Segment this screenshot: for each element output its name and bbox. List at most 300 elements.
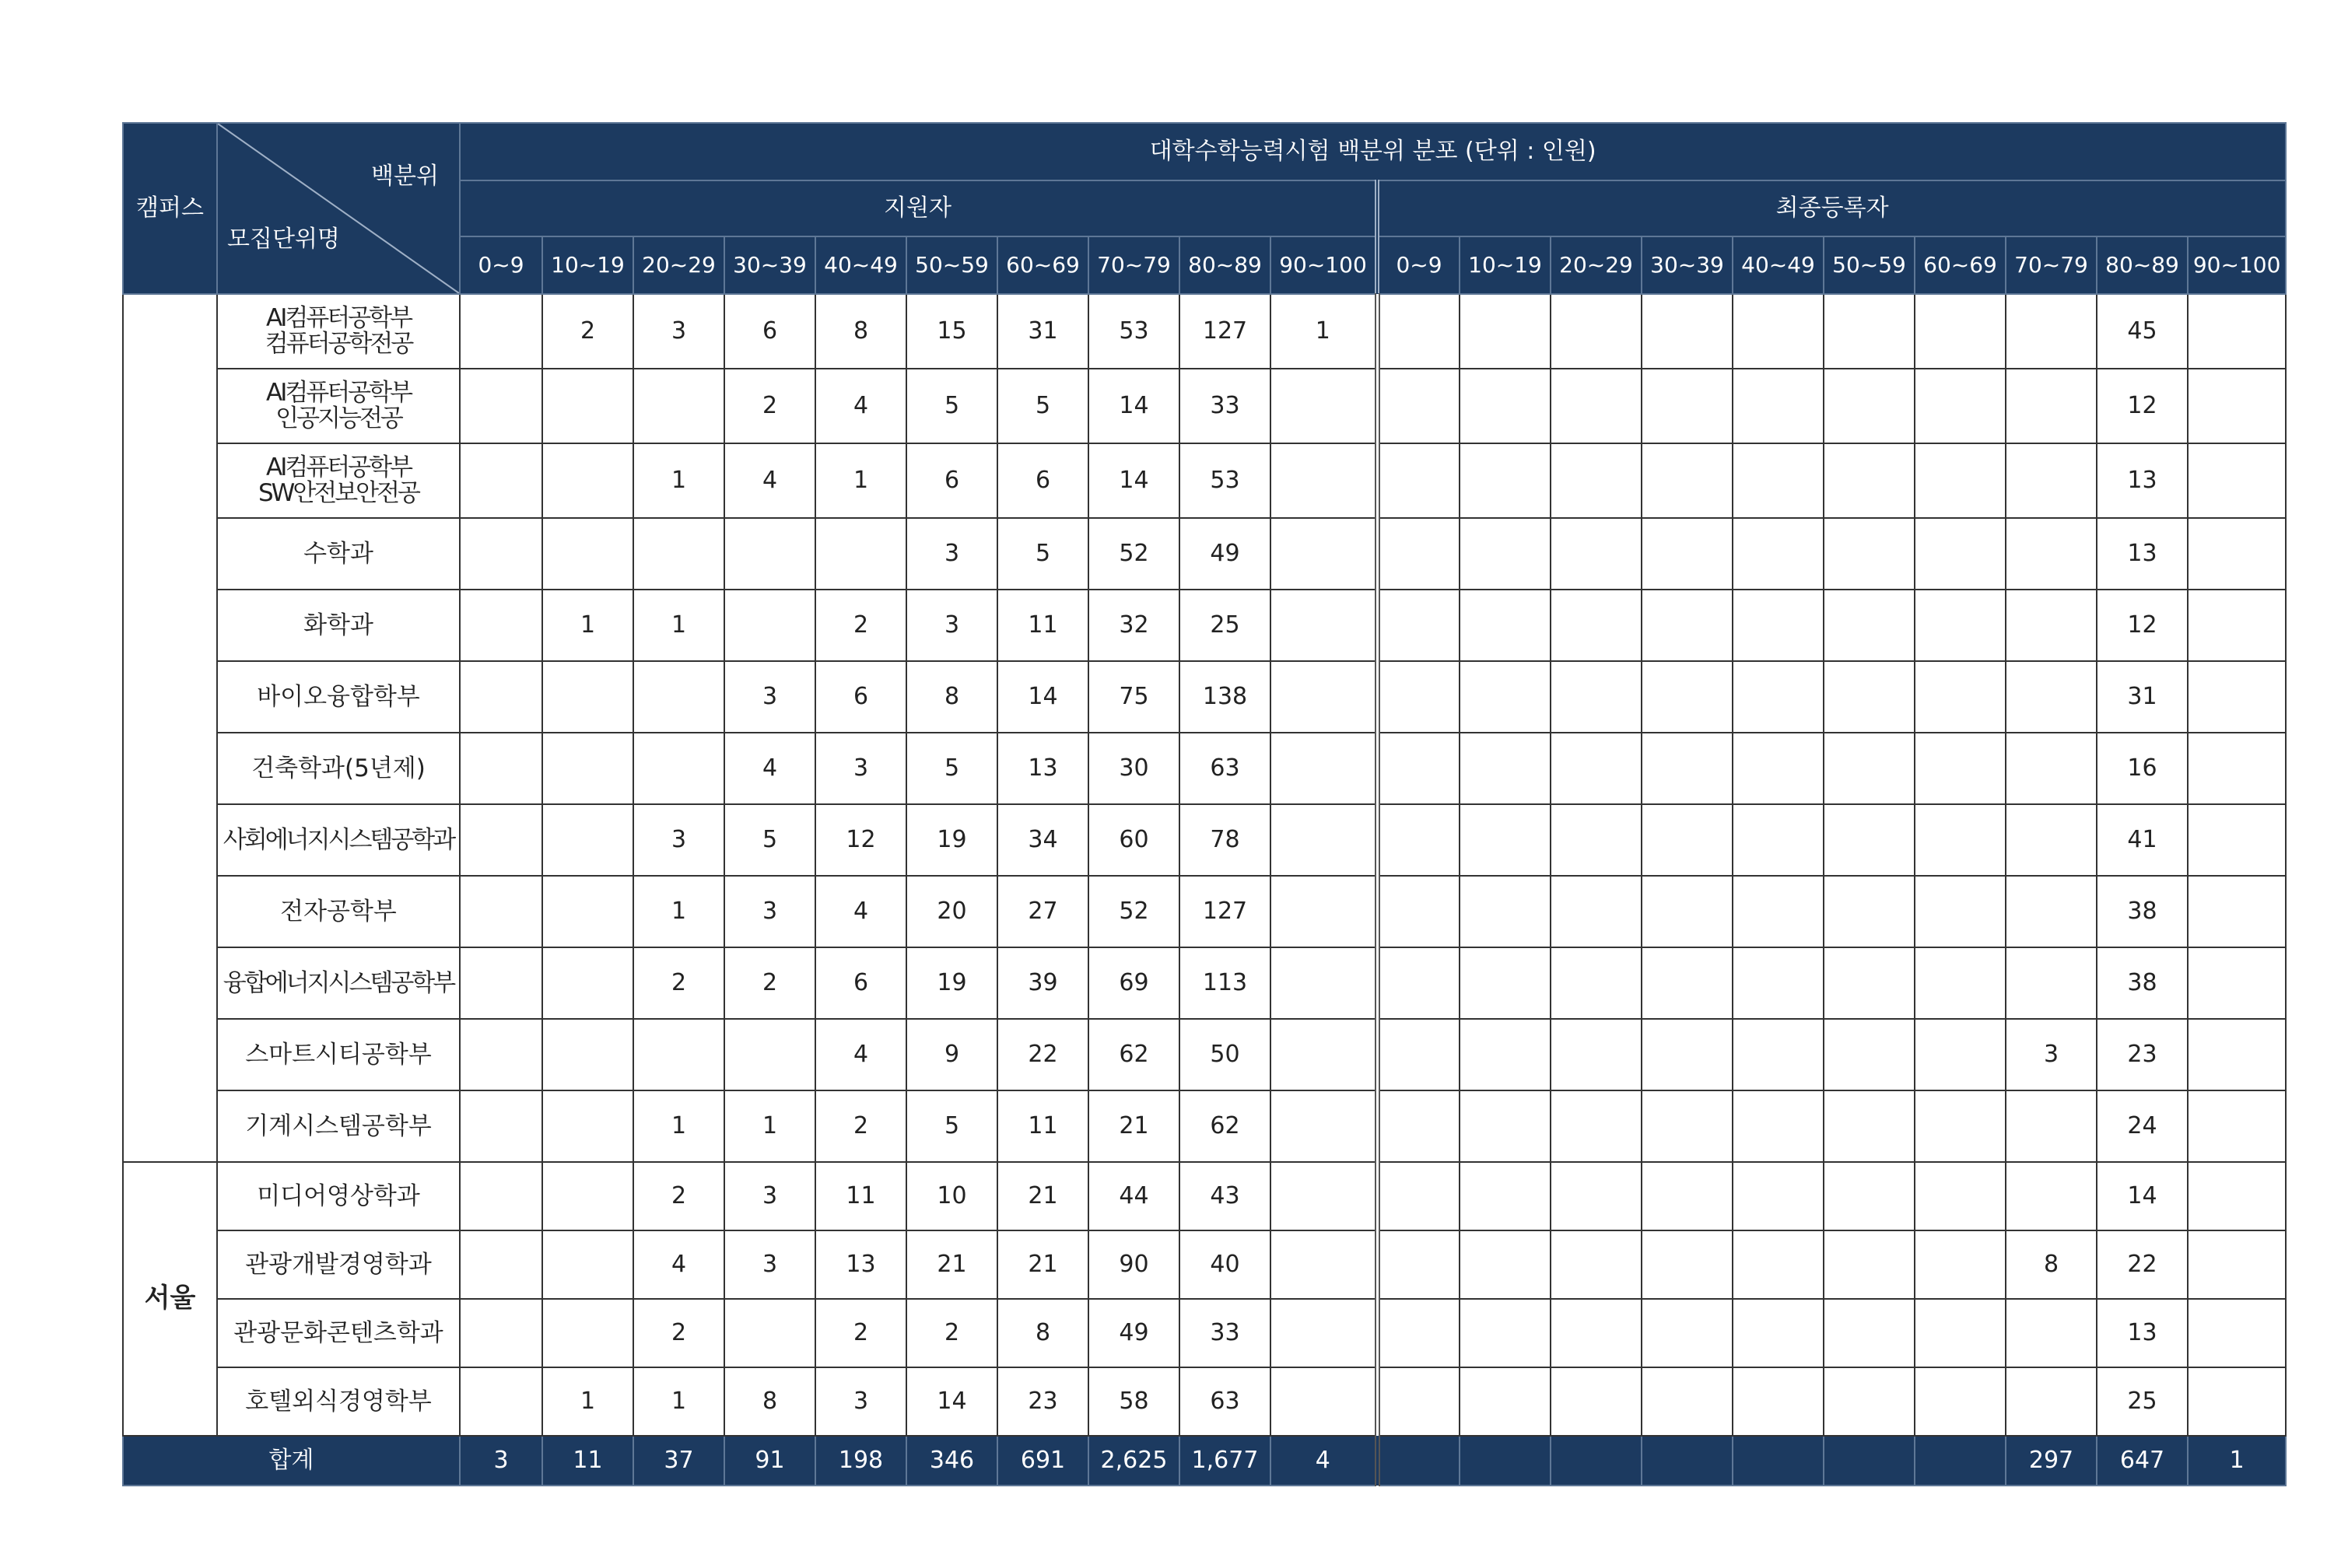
registered-count-cell: 45 <box>2097 294 2188 369</box>
registered-count-cell <box>1460 661 1551 733</box>
registered-count-cell <box>1915 1299 2006 1367</box>
applicants-count-cell: 6 <box>815 947 906 1019</box>
table-row <box>123 1230 2286 1299</box>
total-registered-cell: 1 <box>2188 1436 2286 1486</box>
registered-count-cell <box>1551 294 1642 369</box>
applicants-count-cell <box>724 1299 815 1367</box>
total-applicants-cell: 3 <box>460 1436 542 1486</box>
registered-count-cell <box>1551 1230 1642 1299</box>
applicants-count-cell <box>542 369 633 443</box>
registered-count-cell <box>2006 294 2097 369</box>
registered-count-cell <box>1824 661 1915 733</box>
registered-range-header: 90~100 <box>2188 236 2286 294</box>
registered-count-cell <box>2188 733 2286 804</box>
registered-count-cell <box>1377 947 1460 1019</box>
applicants-range-header: 70~79 <box>1088 236 1179 294</box>
table-row <box>123 661 2286 733</box>
applicants-count-cell: 75 <box>1088 661 1179 733</box>
applicants-count-cell <box>460 804 542 876</box>
applicants-count-cell: 2 <box>542 294 633 369</box>
applicants-count-cell: 63 <box>1179 1367 1270 1436</box>
applicants-count-cell <box>724 590 815 661</box>
registered-count-cell <box>1460 294 1551 369</box>
applicants-count-cell <box>815 518 906 590</box>
applicants-count-cell: 14 <box>1088 443 1179 518</box>
registered-range-header: 60~69 <box>1915 236 2006 294</box>
total-registered-cell: 647 <box>2097 1436 2188 1486</box>
applicants-count-cell: 3 <box>633 804 724 876</box>
dept-name-cell: AI컴퓨터공학부 컴퓨터공학전공 <box>217 294 460 369</box>
registered-count-cell <box>1460 1367 1551 1436</box>
registered-count-cell <box>2188 804 2286 876</box>
registered-count-cell: 24 <box>2097 1090 2188 1162</box>
registered-count-cell <box>2006 518 2097 590</box>
registered-count-cell <box>2188 947 2286 1019</box>
registered-count-cell <box>1460 1299 1551 1367</box>
registered-count-cell <box>1551 443 1642 518</box>
total-applicants-cell: 346 <box>906 1436 997 1486</box>
registered-count-cell <box>1460 1230 1551 1299</box>
applicants-count-cell: 1 <box>633 1367 724 1436</box>
registered-count-cell: 3 <box>2006 1019 2097 1090</box>
applicants-count-cell <box>460 294 542 369</box>
registered-count-cell <box>1377 369 1460 443</box>
registered-count-cell <box>1642 804 1733 876</box>
applicants-count-cell: 3 <box>906 518 997 590</box>
registered-count-cell: 12 <box>2097 590 2188 661</box>
dept-name-cell: 관광개발경영학과 <box>217 1230 460 1299</box>
applicants-count-cell <box>1270 1019 1377 1090</box>
applicants-count-cell <box>1270 804 1377 876</box>
applicants-count-cell: 12 <box>815 804 906 876</box>
registered-count-cell <box>1377 1367 1460 1436</box>
applicants-count-cell: 4 <box>815 369 906 443</box>
applicants-count-cell: 27 <box>997 876 1088 947</box>
registered-count-cell: 13 <box>2097 443 2188 518</box>
applicants-count-cell <box>633 1019 724 1090</box>
registered-count-cell <box>2188 294 2286 369</box>
registered-count-cell <box>2188 1019 2286 1090</box>
registered-count-cell <box>1377 1230 1460 1299</box>
registered-count-cell <box>1824 876 1915 947</box>
applicants-count-cell: 21 <box>997 1162 1088 1230</box>
applicants-count-cell: 14 <box>997 661 1088 733</box>
registered-count-cell <box>1551 733 1642 804</box>
registered-count-cell <box>1642 1230 1733 1299</box>
total-applicants-cell: 11 <box>542 1436 633 1486</box>
registered-count-cell <box>1915 1090 2006 1162</box>
applicants-count-cell <box>460 590 542 661</box>
registered-count-cell <box>1824 804 1915 876</box>
registered-count-cell <box>1733 1162 1824 1230</box>
applicants-count-cell: 9 <box>906 1019 997 1090</box>
registered-count-cell <box>1733 733 1824 804</box>
registered-count-cell <box>1460 947 1551 1019</box>
applicants-count-cell: 6 <box>997 443 1088 518</box>
dept-name-cell: 관광문화콘텐츠학과 <box>217 1299 460 1367</box>
registered-count-cell <box>2006 1299 2097 1367</box>
applicants-count-cell <box>460 733 542 804</box>
dept-name-cell: 스마트시티공학부 <box>217 1019 460 1090</box>
registered-range-header: 10~19 <box>1460 236 1551 294</box>
registered-count-cell <box>1824 1090 1915 1162</box>
registered-count-cell <box>2188 876 2286 947</box>
applicants-count-cell: 11 <box>815 1162 906 1230</box>
dept-name-cell: 사회에너지시스템공학과 <box>217 804 460 876</box>
registered-count-cell <box>2188 1367 2286 1436</box>
total-registered-cell <box>1551 1436 1642 1486</box>
applicants-count-cell: 2 <box>633 1299 724 1367</box>
applicants-count-cell <box>460 518 542 590</box>
applicants-count-cell: 15 <box>906 294 997 369</box>
registered-count-cell <box>1551 369 1642 443</box>
applicants-count-cell <box>460 876 542 947</box>
dept-name-cell: 호텔외식경영학부 <box>217 1367 460 1436</box>
applicants-count-cell: 5 <box>997 518 1088 590</box>
registered-count-cell <box>2188 1090 2286 1162</box>
applicants-count-cell: 4 <box>633 1230 724 1299</box>
applicants-count-cell <box>724 1019 815 1090</box>
applicants-count-cell: 4 <box>724 443 815 518</box>
applicants-count-cell: 34 <box>997 804 1088 876</box>
registered-count-cell: 38 <box>2097 876 2188 947</box>
registered-count-cell: 8 <box>2006 1230 2097 1299</box>
registered-count-cell <box>1733 804 1824 876</box>
registered-count-cell: 12 <box>2097 369 2188 443</box>
table-row <box>123 369 2286 443</box>
registered-range-header: 0~9 <box>1377 236 1460 294</box>
registered-count-cell <box>2006 369 2097 443</box>
applicants-range-header: 20~29 <box>633 236 724 294</box>
applicants-count-cell <box>460 1367 542 1436</box>
applicants-count-cell <box>542 1019 633 1090</box>
registered-count-cell <box>2188 590 2286 661</box>
registered-count-cell <box>1377 804 1460 876</box>
registered-range-header: 20~29 <box>1551 236 1642 294</box>
total-registered-cell <box>1460 1436 1551 1486</box>
applicants-count-cell <box>542 1299 633 1367</box>
applicants-count-cell: 78 <box>1179 804 1270 876</box>
registered-count-cell <box>1377 443 1460 518</box>
registered-count-cell <box>1377 1019 1460 1090</box>
registered-count-cell <box>1733 443 1824 518</box>
applicants-count-cell: 31 <box>997 294 1088 369</box>
applicants-count-cell: 3 <box>724 1230 815 1299</box>
registered-count-cell <box>1915 804 2006 876</box>
registered-range-header: 70~79 <box>2006 236 2097 294</box>
applicants-count-cell: 3 <box>724 1162 815 1230</box>
table-row <box>123 1162 2286 1230</box>
table-row <box>123 518 2286 590</box>
applicants-count-cell: 33 <box>1179 369 1270 443</box>
applicants-range-header: 30~39 <box>724 236 815 294</box>
table-row <box>123 590 2286 661</box>
applicants-count-cell: 5 <box>906 369 997 443</box>
applicants-range-header: 50~59 <box>906 236 997 294</box>
applicants-count-cell: 62 <box>1088 1019 1179 1090</box>
table-row <box>123 804 2286 876</box>
applicants-count-cell: 2 <box>815 1299 906 1367</box>
registered-count-cell <box>1642 661 1733 733</box>
registered-count-cell <box>1551 1299 1642 1367</box>
applicants-count-cell: 30 <box>1088 733 1179 804</box>
registered-count-cell <box>2006 947 2097 1019</box>
registered-range-header: 30~39 <box>1642 236 1733 294</box>
total-registered-cell <box>1733 1436 1824 1486</box>
registered-count-cell <box>1824 1019 1915 1090</box>
applicants-count-cell <box>542 1090 633 1162</box>
registered-count-cell <box>1642 1162 1733 1230</box>
registered-count-cell <box>1824 947 1915 1019</box>
registered-count-cell: 31 <box>2097 661 2188 733</box>
applicants-count-cell: 6 <box>906 443 997 518</box>
applicants-count-cell <box>460 369 542 443</box>
registered-count-cell: 25 <box>2097 1367 2188 1436</box>
registered-count-cell <box>1733 1090 1824 1162</box>
total-registered-cell <box>1642 1436 1733 1486</box>
total-applicants-cell: 37 <box>633 1436 724 1486</box>
registered-count-cell: 41 <box>2097 804 2188 876</box>
applicants-count-cell <box>542 1230 633 1299</box>
applicants-count-cell: 1 <box>633 1090 724 1162</box>
registered-count-cell <box>1824 518 1915 590</box>
applicants-count-cell: 2 <box>633 947 724 1019</box>
total-row <box>123 1436 2286 1486</box>
table-row <box>123 294 2286 369</box>
applicants-count-cell: 25 <box>1179 590 1270 661</box>
table-row <box>123 1019 2286 1090</box>
applicants-range-header: 80~89 <box>1179 236 1270 294</box>
applicants-count-cell: 3 <box>724 661 815 733</box>
total-registered-cell <box>1824 1436 1915 1486</box>
registered-count-cell <box>2188 518 2286 590</box>
percentile-distribution-table <box>122 122 2287 1486</box>
registered-count-cell <box>1915 661 2006 733</box>
table-row <box>123 1090 2286 1162</box>
percentile-header-label: 백분위 <box>371 163 439 190</box>
registered-count-cell <box>1642 1019 1733 1090</box>
registered-count-cell <box>1824 733 1915 804</box>
applicants-count-cell <box>542 947 633 1019</box>
applicants-count-cell: 1 <box>633 443 724 518</box>
applicants-count-cell: 1 <box>633 590 724 661</box>
registered-count-cell <box>1642 733 1733 804</box>
applicants-count-cell: 90 <box>1088 1230 1179 1299</box>
registered-count-cell <box>1377 1162 1460 1230</box>
registered-count-cell <box>1377 876 1460 947</box>
registered-count-cell <box>1460 1019 1551 1090</box>
registered-count-cell <box>1915 294 2006 369</box>
dept-name-cell: 융합에너지시스템공학부 <box>217 947 460 1019</box>
applicants-count-cell: 21 <box>997 1230 1088 1299</box>
registered-count-cell <box>1733 369 1824 443</box>
applicants-count-cell <box>460 1230 542 1299</box>
total-applicants-cell: 691 <box>997 1436 1088 1486</box>
applicants-count-cell: 5 <box>997 369 1088 443</box>
dept-name-cell: 바이오융합학부 <box>217 661 460 733</box>
registered-count-cell <box>1460 733 1551 804</box>
registered-count-cell <box>1551 804 1642 876</box>
dept-name-cell: 미디어영상학과 <box>217 1162 460 1230</box>
applicants-count-cell: 21 <box>1088 1090 1179 1162</box>
applicants-count-cell <box>460 1299 542 1367</box>
registered-count-cell <box>1642 369 1733 443</box>
registered-count-cell <box>1733 1299 1824 1367</box>
applicants-count-cell: 127 <box>1179 876 1270 947</box>
applicants-count-cell: 1 <box>815 443 906 518</box>
registered-count-cell <box>1915 1230 2006 1299</box>
applicants-count-cell: 50 <box>1179 1019 1270 1090</box>
registered-count-cell <box>1551 876 1642 947</box>
applicants-count-cell: 8 <box>724 1367 815 1436</box>
applicants-count-cell: 4 <box>815 876 906 947</box>
registered-count-cell <box>2006 590 2097 661</box>
registered-count-cell <box>1551 590 1642 661</box>
registered-count-cell <box>1460 443 1551 518</box>
applicants-count-cell: 69 <box>1088 947 1179 1019</box>
dept-name-cell: AI컴퓨터공학부 SW안전보안전공 <box>217 443 460 518</box>
registered-count-cell <box>2006 1090 2097 1162</box>
applicants-count-cell: 6 <box>724 294 815 369</box>
registered-count-cell <box>1915 518 2006 590</box>
diagonal-divider <box>218 124 459 293</box>
applicants-count-cell <box>460 1162 542 1230</box>
registered-count-cell <box>2188 1299 2286 1367</box>
campus-header: 캠퍼스 <box>123 123 217 294</box>
dept-name-cell: 화학과 <box>217 590 460 661</box>
applicants-count-cell <box>1270 661 1377 733</box>
registered-count-cell <box>1551 1162 1642 1230</box>
applicants-count-cell: 21 <box>906 1230 997 1299</box>
applicants-count-cell: 2 <box>724 947 815 1019</box>
applicants-count-cell: 14 <box>906 1367 997 1436</box>
total-applicants-cell: 2,625 <box>1088 1436 1179 1486</box>
total-registered-cell <box>1915 1436 2006 1486</box>
applicants-count-cell <box>1270 1367 1377 1436</box>
applicants-count-cell <box>1270 876 1377 947</box>
table-row <box>123 876 2286 947</box>
registered-count-cell <box>2188 1230 2286 1299</box>
applicants-count-cell <box>1270 443 1377 518</box>
registered-count-cell <box>1460 876 1551 947</box>
applicants-count-cell: 4 <box>815 1019 906 1090</box>
registered-count-cell: 22 <box>2097 1230 2188 1299</box>
applicants-count-cell <box>542 733 633 804</box>
registered-count-cell <box>1915 1162 2006 1230</box>
applicants-count-cell: 63 <box>1179 733 1270 804</box>
applicants-count-cell <box>460 947 542 1019</box>
applicants-count-cell: 138 <box>1179 661 1270 733</box>
registered-count-cell <box>1642 947 1733 1019</box>
registered-count-cell <box>2006 661 2097 733</box>
registered-count-cell <box>1824 1230 1915 1299</box>
registered-count-cell <box>1551 661 1642 733</box>
applicants-count-cell: 2 <box>633 1162 724 1230</box>
applicants-header: 지원자 <box>460 180 1377 236</box>
total-applicants-cell: 4 <box>1270 1436 1377 1486</box>
registered-count-cell: 23 <box>2097 1019 2188 1090</box>
applicants-count-cell: 1 <box>633 876 724 947</box>
applicants-count-cell <box>542 661 633 733</box>
table-row <box>123 947 2286 1019</box>
registered-count-cell <box>1460 369 1551 443</box>
applicants-count-cell: 58 <box>1088 1367 1179 1436</box>
registered-count-cell <box>2006 733 2097 804</box>
applicants-count-cell: 127 <box>1179 294 1270 369</box>
applicants-count-cell: 40 <box>1179 1230 1270 1299</box>
applicants-count-cell: 3 <box>815 733 906 804</box>
applicants-range-header: 60~69 <box>997 236 1088 294</box>
registered-count-cell <box>2006 1367 2097 1436</box>
applicants-count-cell: 1 <box>542 590 633 661</box>
applicants-count-cell: 4 <box>724 733 815 804</box>
applicants-count-cell <box>633 661 724 733</box>
registered-count-cell <box>1733 661 1824 733</box>
registered-count-cell <box>1915 1367 2006 1436</box>
applicants-count-cell: 113 <box>1179 947 1270 1019</box>
applicants-count-cell <box>1270 733 1377 804</box>
applicants-count-cell <box>1270 1090 1377 1162</box>
registered-count-cell <box>1915 876 2006 947</box>
registered-range-header: 40~49 <box>1733 236 1824 294</box>
applicants-count-cell: 52 <box>1088 518 1179 590</box>
applicants-count-cell <box>1270 1162 1377 1230</box>
applicants-count-cell: 39 <box>997 947 1088 1019</box>
registered-count-cell <box>2188 1162 2286 1230</box>
campus-cell: 서울 <box>123 1162 217 1436</box>
applicants-count-cell: 2 <box>815 1090 906 1162</box>
table-row <box>123 1367 2286 1436</box>
campus-cell-empty <box>123 294 217 1162</box>
applicants-range-header: 40~49 <box>815 236 906 294</box>
applicants-count-cell: 52 <box>1088 876 1179 947</box>
registered-count-cell <box>2006 804 2097 876</box>
registered-count-cell: 38 <box>2097 947 2188 1019</box>
registered-count-cell <box>1915 369 2006 443</box>
applicants-count-cell: 3 <box>633 294 724 369</box>
registered-count-cell <box>1824 1299 1915 1367</box>
total-applicants-cell: 1,677 <box>1179 1436 1270 1486</box>
applicants-count-cell: 5 <box>906 733 997 804</box>
table-row <box>123 443 2286 518</box>
applicants-count-cell: 8 <box>815 294 906 369</box>
applicants-count-cell: 49 <box>1179 518 1270 590</box>
registered-count-cell <box>1642 1299 1733 1367</box>
applicants-count-cell: 3 <box>906 590 997 661</box>
applicants-count-cell: 5 <box>906 1090 997 1162</box>
registered-count-cell <box>1642 443 1733 518</box>
applicants-count-cell: 22 <box>997 1019 1088 1090</box>
registered-count-cell <box>2188 443 2286 518</box>
applicants-count-cell: 8 <box>906 661 997 733</box>
registered-count-cell <box>1551 1367 1642 1436</box>
registered-count-cell <box>1377 518 1460 590</box>
registered-count-cell <box>1642 294 1733 369</box>
applicants-count-cell <box>1270 1299 1377 1367</box>
applicants-count-cell: 23 <box>997 1367 1088 1436</box>
applicants-count-cell <box>542 1162 633 1230</box>
applicants-count-cell <box>542 876 633 947</box>
applicants-count-cell <box>542 804 633 876</box>
registered-count-cell: 13 <box>2097 1299 2188 1367</box>
applicants-count-cell: 19 <box>906 947 997 1019</box>
registered-count-cell <box>1377 294 1460 369</box>
registered-count-cell <box>1551 518 1642 590</box>
registered-count-cell <box>1915 947 2006 1019</box>
applicants-count-cell <box>1270 1230 1377 1299</box>
applicants-count-cell: 1 <box>1270 294 1377 369</box>
diagonal-header-cell <box>217 123 460 294</box>
